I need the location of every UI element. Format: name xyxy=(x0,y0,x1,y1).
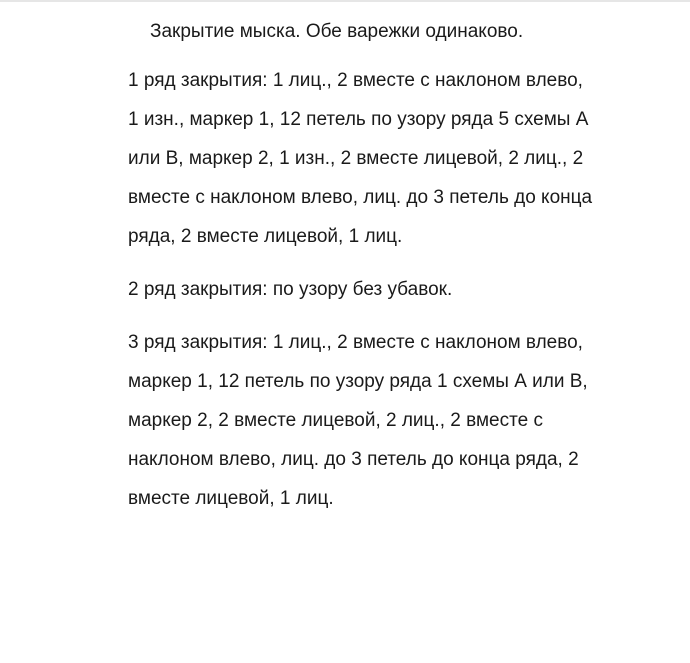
document-body xyxy=(128,12,598,532)
paragraph-row-3: 3 ряд закрытия: 1 лиц., 2 вместе с наклоном влево, маркер 1, 12 петель по узору ряда 1 схемы А или В, маркер 2, 2 вместе лицевой, 2 лиц., 2 вместе с наклоном влево, лиц. до 3 петель до конца ряда, 2 вместе лицевой, 1 лиц. xyxy=(128,332,588,509)
top-divider xyxy=(0,0,690,2)
paragraph-row-1: 1 ряд закрытия: 1 лиц., 2 вместе с наклоном влево, 1 изн., маркер 1, 12 петель по узору ряда 5 схемы А или В, маркер 2, 1 изн., 2 вместе лицевой, 2 лиц., 2 вместе с наклоном влево, лиц. до 3 петель до конца ряда, 2 вместе лицевой, 1 лиц. xyxy=(128,70,593,247)
section-heading: Закрытие мыска. Обе варежки одинаково. xyxy=(150,21,524,42)
paragraph-row-2: 2 ряд закрытия: по узору без убавок. xyxy=(128,279,453,300)
